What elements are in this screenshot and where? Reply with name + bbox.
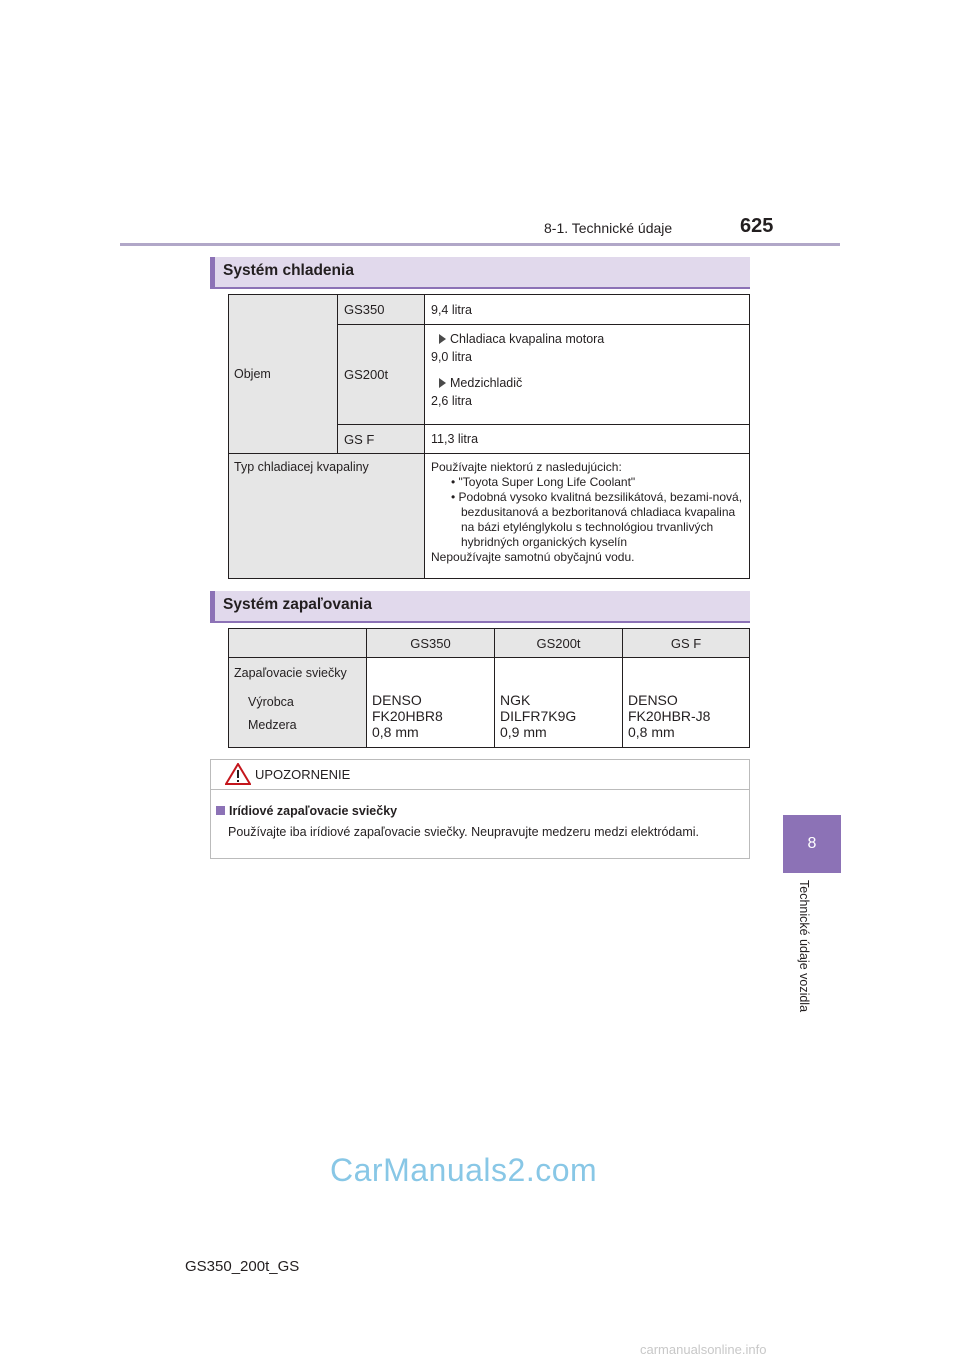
watermark-main: CarManuals2.com: [330, 1152, 598, 1188]
triangle-bullet-icon: [439, 378, 446, 388]
capacity-gsf: 11,3 litra: [425, 425, 750, 454]
warning-box: [210, 759, 750, 859]
coolant-type-value: [425, 454, 750, 579]
ignition-table: [228, 628, 750, 748]
cooling-section-header: [210, 257, 750, 289]
maker-label: Výrobca: [248, 695, 294, 709]
model-gs350: GS350: [338, 295, 425, 325]
chapter-number: 8: [807, 835, 817, 852]
coolant-type-label: Typ chladiacej kvapaliny: [229, 454, 425, 579]
warning-text: Používajte iba irídiové zapaľovacie sviečky. Neupravujte medzeru medzi elektródami.: [228, 825, 699, 839]
part-value: DILFR7K9G: [500, 708, 577, 724]
part-value: FK20HBR8: [372, 708, 443, 724]
plug-gsf: [623, 658, 750, 748]
gap-value: 0,9 mm: [500, 724, 547, 740]
ignition-section-header: [210, 591, 750, 623]
plug-gs200t: [495, 658, 623, 748]
capacity-gs350: 9,4 litra: [425, 295, 750, 325]
chapter-title-vertical: [797, 880, 817, 1040]
spark-plug-label: Zapaľovacie sviečky: [234, 666, 347, 680]
warning-triangle-icon: [225, 763, 251, 785]
capacity-label: Objem: [229, 295, 338, 454]
model-gs200t: GS200t: [338, 325, 425, 425]
square-bullet-icon: [216, 806, 225, 815]
coolant-bullet: • Podobná vysoko kvalitná bezsilikátová, bezami-nová, bezdusitanová a bezboritanová chladiaca kvapalina na bázi etylénglykolu s technológiou trvanlivých hybridných organických kyselín: [451, 490, 743, 549]
capacity-gs200t: [425, 325, 750, 425]
triangle-bullet-icon: [439, 334, 446, 344]
coolant-note: Nepoužívajte samotnú obyčajnú vodu.: [431, 550, 635, 564]
maker-value: NGK: [500, 692, 531, 708]
engine-coolant-item: [431, 332, 743, 346]
cooling-table: [228, 294, 750, 579]
warning-heading: Irídiové zapaľovacie sviečky: [216, 804, 397, 818]
intercooler-item: [431, 376, 743, 390]
part-value: FK20HBR-J8: [628, 708, 711, 724]
ignition-section-title: Systém zapaľovania: [223, 596, 372, 613]
maker-value: DENSO: [628, 692, 678, 708]
page-number: 625: [740, 215, 774, 237]
intercooler-value: 2,6 litra: [431, 394, 472, 408]
intercooler-label: Medzichladič: [450, 376, 523, 390]
chapter-title: Technické údaje vozidla: [797, 880, 811, 1013]
coolant-bullet: • "Toyota Super Long Life Coolant": [451, 475, 636, 489]
warning-title: UPOZORNENIE: [255, 767, 351, 782]
header-rule: [120, 243, 840, 246]
engine-coolant-label: Chladiaca kvapalina motora: [450, 332, 605, 346]
coolant-intro: Používajte niektorú z nasledujúcich:: [431, 460, 622, 474]
gap-value: 0,8 mm: [372, 724, 419, 740]
model-gsf: GS F: [338, 425, 425, 454]
engine-coolant-value: 9,0 litra: [431, 350, 472, 364]
gap-value: 0,8 mm: [628, 724, 675, 740]
cooling-section-title: Systém chladenia: [223, 262, 354, 279]
chapter-tab: [783, 815, 841, 873]
gap-label: Medzera: [248, 718, 297, 732]
ignition-corner-cell: [229, 629, 367, 658]
col-gsf: GS F: [623, 629, 750, 658]
section-title: 8-1. Technické údaje: [544, 220, 673, 236]
maker-value: DENSO: [372, 692, 422, 708]
col-gs200t: GS200t: [495, 629, 623, 658]
spark-plug-labels: [229, 658, 367, 748]
watermark-bottom: carmanualsonline.info: [640, 1342, 767, 1357]
col-gs350: GS350: [367, 629, 495, 658]
plug-gs350: [367, 658, 495, 748]
warning-title-bar: [211, 760, 749, 790]
footer-code: GS350_200t_GS: [185, 1258, 300, 1275]
